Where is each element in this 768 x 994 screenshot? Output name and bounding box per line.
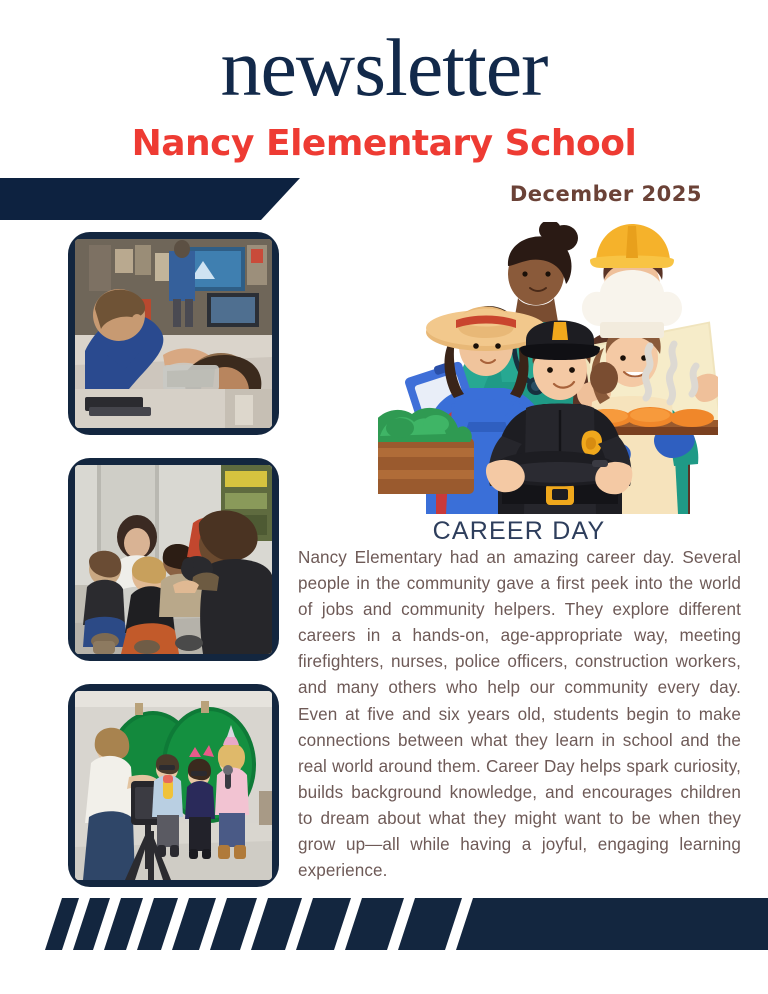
career-day-illustration bbox=[378, 222, 718, 514]
footer-stripes bbox=[0, 898, 768, 950]
photo-frame-classroom-activity bbox=[68, 232, 279, 435]
article-body: Nancy Elementary had an amazing career day. Several people in the community gave a first peek into the world of jobs and community helpers. They explore different careers in a hands-on, age-appropriate way, meeting firefighters, nurses, police officers, construction workers, and many others who help our community every day. Even at five and six years old, students begin to make connections between what they learn in school and the real world around them. Career Day helps spark curiosity, builds background knowledge, and encourages children to dream about what they might want to be when they grow up—all while having a joyful, engaging learning experience. bbox=[298, 548, 741, 881]
masthead bbox=[0, 22, 768, 113]
photo-classroom-activity bbox=[75, 239, 272, 428]
article-heading: CAREER DAY bbox=[432, 517, 606, 545]
page-title: newsletter bbox=[220, 22, 548, 113]
photo-animal-visit bbox=[75, 465, 272, 654]
photo-green-screen bbox=[75, 691, 272, 880]
school-name: Nancy Elementary School bbox=[131, 123, 637, 164]
header-accent-banner bbox=[0, 178, 300, 220]
issue-date: December 2025 bbox=[509, 182, 702, 206]
photo-frame-green-screen bbox=[68, 684, 279, 887]
photo-frame-animal-visit bbox=[68, 458, 279, 661]
